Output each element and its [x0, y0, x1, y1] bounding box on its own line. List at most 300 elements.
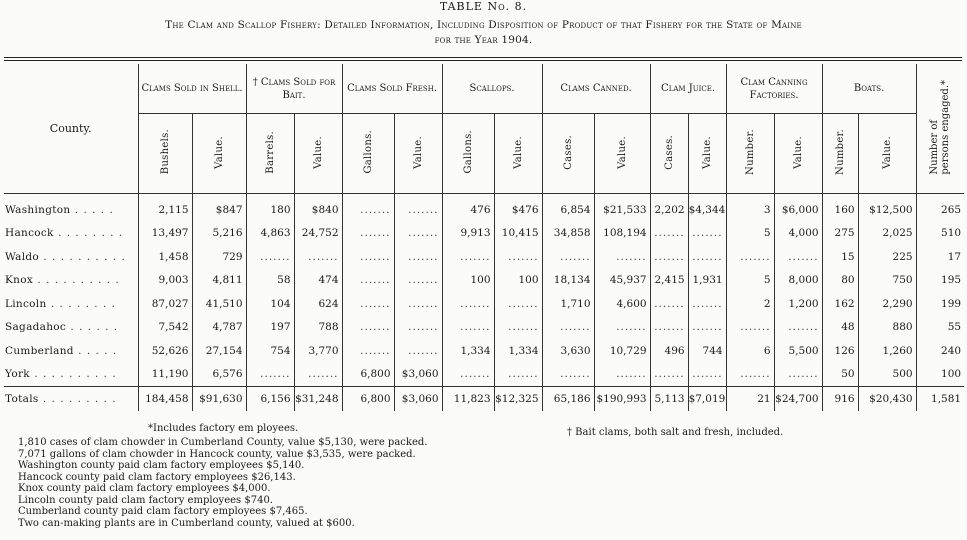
table-cell: 1,334	[442, 339, 494, 363]
subheader-label: Cases.	[663, 134, 675, 170]
group-header-scallops: Scallops.	[442, 64, 542, 114]
subheader	[594, 114, 650, 194]
empty-leader: .......	[408, 250, 439, 263]
table-cell: 11,190	[138, 363, 192, 387]
table-cell: 2	[726, 292, 774, 316]
subheader	[494, 114, 542, 194]
leader-dots: . . . . . . . . . .	[29, 368, 117, 381]
subheader-label: Gallons.	[462, 130, 474, 174]
empty-leader: .......	[788, 321, 819, 334]
table-cell	[246, 245, 294, 269]
table-cell: 34,858	[542, 222, 594, 246]
empty-leader: .......	[408, 321, 439, 334]
table-cell	[774, 363, 822, 387]
table-cell: 474	[294, 269, 342, 293]
table-cell: $21,533	[594, 194, 650, 222]
table-cell	[594, 245, 650, 269]
top-rule-2	[4, 60, 962, 61]
group-header-clam-juice: Clam Juice.	[650, 64, 726, 114]
table-cell: 1,200	[774, 292, 822, 316]
county-label: Waldo	[5, 250, 40, 263]
table-cell: $476	[494, 194, 542, 222]
empty-leader: .......	[740, 368, 771, 381]
empty-leader: .......	[360, 297, 391, 310]
table-cell: 197	[246, 316, 294, 340]
table-cell: 104	[246, 292, 294, 316]
table-cell: 48	[822, 316, 858, 340]
subheader-label: Value.	[312, 135, 324, 169]
county-name	[4, 387, 138, 412]
table-cell: 225	[858, 245, 916, 269]
empty-leader: .......	[692, 321, 723, 334]
footnote-bait: † Bait clams, both salt and fresh, included.	[567, 427, 784, 438]
empty-leader: .......	[360, 274, 391, 287]
county-name	[4, 316, 138, 340]
empty-leader: .......	[360, 321, 391, 334]
table-cell: 162	[822, 292, 858, 316]
table-cell	[774, 316, 822, 340]
table-cell	[394, 222, 442, 246]
county-name	[4, 363, 138, 387]
note-line: 7,071 gallons of clam chowder in Hancock county, value $3,535, were packed.	[18, 448, 416, 460]
table-cell: 58	[246, 269, 294, 293]
table-cell: 6,576	[192, 363, 246, 387]
table-cell	[726, 316, 774, 340]
table-cell: 729	[192, 245, 246, 269]
subheader	[542, 114, 594, 194]
table-cell: 2,202	[650, 194, 688, 222]
table-cell: 1,260	[858, 339, 916, 363]
table-cell	[394, 292, 442, 316]
empty-leader: .......	[654, 368, 685, 381]
empty-leader: .......	[654, 297, 685, 310]
table-cell: 744	[688, 339, 726, 363]
table-cell: 80	[822, 269, 858, 293]
county-label: Hancock	[5, 227, 54, 240]
table-cell	[688, 245, 726, 269]
table-cell	[688, 316, 726, 340]
table-cell	[494, 292, 542, 316]
fishery-table	[4, 64, 964, 411]
subheader-label: Gallons.	[362, 130, 374, 174]
county-name	[4, 222, 138, 246]
table-cell: 6,156	[246, 387, 294, 412]
county-label: Totals	[5, 393, 39, 405]
leader-dots: . . . . .	[73, 344, 118, 357]
table-cell: 6,854	[542, 194, 594, 222]
table-cell: 265	[916, 194, 964, 222]
empty-leader: .......	[654, 227, 685, 240]
empty-leader: .......	[560, 368, 591, 381]
empty-leader: .......	[692, 368, 723, 381]
subheader-label: Bushels.	[159, 129, 171, 175]
subheader	[394, 114, 442, 194]
table-cell: 4,811	[192, 269, 246, 293]
empty-leader: .......	[508, 368, 539, 381]
table-cell: 6	[726, 339, 774, 363]
empty-leader: .......	[460, 321, 491, 334]
table-cell	[294, 245, 342, 269]
note-line: Two can-making plants are in Cumberland county, valued at $600.	[18, 517, 355, 529]
table-cell: 3,770	[294, 339, 342, 363]
county-name	[4, 292, 138, 316]
table-cell: 6,800	[342, 387, 394, 412]
table-cell: 3	[726, 194, 774, 222]
empty-leader: .......	[408, 203, 439, 216]
table-cell: 7,542	[138, 316, 192, 340]
empty-leader: .......	[616, 368, 647, 381]
footnote-employees: *Includes factory em ployees.	[148, 423, 299, 434]
empty-leader: .......	[616, 321, 647, 334]
county-label: Knox	[5, 274, 34, 287]
table-title-line2: for the Year 1904.	[434, 34, 533, 46]
empty-leader: .......	[692, 227, 723, 240]
table-cell	[342, 316, 394, 340]
table-cell: 5,500	[774, 339, 822, 363]
table-cell: $3,060	[394, 363, 442, 387]
group-header-clams-canned: Clams Canned.	[542, 64, 650, 114]
table-cell: 1,458	[138, 245, 192, 269]
table-cell	[342, 339, 394, 363]
table-cell	[442, 292, 494, 316]
table-cell	[650, 222, 688, 246]
table-title-line1: The Clam and Scallop Fishery: Detailed Information, Including Disposition of Product of that Fishery for the State of Maine	[165, 19, 802, 31]
table-cell: $6,000	[774, 194, 822, 222]
table-cell: 9,913	[442, 222, 494, 246]
table-cell: 199	[916, 292, 964, 316]
table-cell: $847	[192, 194, 246, 222]
persons-header-line2: persons engaged.*	[940, 79, 952, 175]
group-header-canning-factories: Clam Canning Factories.	[726, 64, 822, 114]
table-cell: 1,334	[494, 339, 542, 363]
table-cell	[594, 363, 650, 387]
table-cell: 108,194	[594, 222, 650, 246]
empty-leader: .......	[788, 368, 819, 381]
table-cell: 180	[246, 194, 294, 222]
table-cell: 195	[916, 269, 964, 293]
note-line: Knox county paid clam factory employees $4,000.	[18, 483, 271, 494]
table-cell: 2,115	[138, 194, 192, 222]
note-line: Hancock county paid clam factory employees $26,143.	[18, 471, 296, 483]
subheader-label: Value.	[412, 135, 424, 169]
table-cell: $24,700	[774, 387, 822, 412]
table-cell: 3,630	[542, 339, 594, 363]
table-cell: 754	[246, 339, 294, 363]
table-cell	[774, 245, 822, 269]
subheader	[726, 114, 774, 194]
table-cell: $840	[294, 194, 342, 222]
table-cell: 5,113	[650, 387, 688, 412]
table-row	[4, 194, 964, 222]
table-cell: 4,600	[594, 292, 650, 316]
empty-leader: .......	[460, 368, 491, 381]
leader-dots: . . . . .	[70, 203, 114, 216]
empty-leader: .......	[654, 250, 685, 263]
subheader	[342, 114, 394, 194]
group-header-boats: Boats.	[822, 64, 916, 114]
table-cell	[394, 316, 442, 340]
table-row	[4, 363, 964, 387]
table-cell: 52,626	[138, 339, 192, 363]
table-body	[4, 194, 964, 412]
leader-dots: . . . . . . . . . .	[39, 250, 126, 263]
table-cell: 880	[858, 316, 916, 340]
subheader	[246, 114, 294, 194]
table-row	[4, 339, 964, 363]
county-label: Washington	[5, 203, 71, 216]
table-cell: 100	[916, 363, 964, 387]
table-cell: 2,290	[858, 292, 916, 316]
empty-leader: .......	[360, 250, 391, 263]
table-cell	[494, 316, 542, 340]
subheader	[650, 114, 688, 194]
table-cell: 10,729	[594, 339, 650, 363]
subheader	[192, 114, 246, 194]
table-title	[0, 18, 967, 48]
group-header-clams-fresh: Clams Sold Fresh.	[342, 64, 442, 114]
empty-leader: .......	[360, 227, 391, 240]
table-cell: 4,787	[192, 316, 246, 340]
table-cell	[342, 292, 394, 316]
table-cell	[726, 363, 774, 387]
county-name	[4, 269, 138, 293]
leader-dots: . . . . . .	[66, 321, 119, 334]
table-cell: 4,000	[774, 222, 822, 246]
note-line: 1,810 cases of clam chowder in Cumberland County, value $5,130, were packed.	[18, 437, 428, 448]
table-cell	[342, 194, 394, 222]
table-cell: 1,581	[916, 387, 964, 412]
empty-leader: .......	[508, 297, 539, 310]
county-label: Sagadahoc	[5, 321, 67, 334]
table-cell: 100	[494, 269, 542, 293]
table-cell: 55	[916, 316, 964, 340]
empty-leader: .......	[460, 250, 491, 263]
table-cell	[650, 316, 688, 340]
empty-leader: .......	[508, 250, 539, 263]
table-cell: 275	[822, 222, 858, 246]
subheader-label: Value.	[701, 135, 713, 169]
subheader-label: Barrels.	[264, 130, 276, 174]
empty-leader: .......	[560, 321, 591, 334]
table-row	[4, 316, 964, 340]
empty-leader: .......	[408, 344, 439, 357]
subheader	[774, 114, 822, 194]
table-cell: $20,430	[858, 387, 916, 412]
table-cell	[342, 222, 394, 246]
table-cell: 5	[726, 269, 774, 293]
table-cell: 496	[650, 339, 688, 363]
table-cell: 160	[822, 194, 858, 222]
totals-row	[4, 387, 964, 412]
table-row	[4, 245, 964, 269]
table-cell: 6,800	[342, 363, 394, 387]
county-name	[4, 339, 138, 363]
table-cell	[394, 194, 442, 222]
table-cell	[650, 245, 688, 269]
county-label: Cumberland	[5, 344, 74, 357]
table-cell: 1,710	[542, 292, 594, 316]
table-cell: 5,216	[192, 222, 246, 246]
group-header-clams-shell: Clams Sold in Shell.	[138, 64, 246, 114]
empty-leader: .......	[692, 297, 723, 310]
county-name	[4, 194, 138, 222]
table-cell: $12,500	[858, 194, 916, 222]
empty-leader: .......	[308, 368, 339, 381]
table-cell: 476	[442, 194, 494, 222]
table-cell: 50	[822, 363, 858, 387]
table-cell	[494, 245, 542, 269]
table-cell: $91,630	[192, 387, 246, 412]
empty-leader: .......	[616, 250, 647, 263]
leader-dots: . . . . . . . .	[46, 297, 116, 310]
table-cell: 2,025	[858, 222, 916, 246]
table-cell	[342, 269, 394, 293]
subheader-label: Value.	[881, 135, 893, 169]
table-cell	[542, 316, 594, 340]
table-cell	[442, 316, 494, 340]
subheader-label: Value.	[512, 135, 524, 169]
empty-leader: .......	[260, 250, 291, 263]
table-cell: $7,019	[688, 387, 726, 412]
subheader	[858, 114, 916, 194]
county-label: Lincoln	[5, 297, 47, 310]
table-cell: 510	[916, 222, 964, 246]
table-cell: 21	[726, 387, 774, 412]
empty-leader: .......	[692, 250, 723, 263]
table-cell: 17	[916, 245, 964, 269]
subheader-label: Number.	[744, 129, 756, 175]
table-cell	[688, 292, 726, 316]
table-cell: 126	[822, 339, 858, 363]
subheader-label: Number.	[834, 129, 846, 175]
persons-header-line1: Number of	[929, 119, 941, 175]
table-cell	[650, 292, 688, 316]
table-cell: 41,510	[192, 292, 246, 316]
table-cell	[394, 269, 442, 293]
top-rule-1	[4, 57, 962, 58]
table-cell	[650, 363, 688, 387]
table-cell: 24,752	[294, 222, 342, 246]
empty-leader: .......	[508, 321, 539, 334]
subheader-label: Value.	[213, 135, 225, 169]
table-cell	[442, 245, 494, 269]
empty-leader: .......	[308, 250, 339, 263]
note-line: Lincoln county paid clam factory employees $740.	[18, 494, 273, 506]
table-cell: 5	[726, 222, 774, 246]
empty-leader: .......	[360, 203, 391, 216]
table-row	[4, 269, 964, 293]
note-line: Washington county paid clam factory employees $5,140.	[18, 460, 305, 471]
table-cell	[688, 363, 726, 387]
table-cell: 45,937	[594, 269, 650, 293]
table-cell: 100	[442, 269, 494, 293]
table-cell: 87,027	[138, 292, 192, 316]
table-cell: 4,863	[246, 222, 294, 246]
subheader-label: Cases.	[562, 134, 574, 170]
empty-leader: .......	[260, 368, 291, 381]
table-row	[4, 292, 964, 316]
table-cell: 1,931	[688, 269, 726, 293]
table-cell: $31,248	[294, 387, 342, 412]
empty-leader: .......	[788, 250, 819, 263]
empty-leader: .......	[654, 321, 685, 334]
table-cell: $12,325	[494, 387, 542, 412]
empty-leader: .......	[740, 321, 771, 334]
table-cell: 18,134	[542, 269, 594, 293]
subheader-label: Value.	[792, 135, 804, 169]
table-cell: 27,154	[192, 339, 246, 363]
leader-dots: . . . . . . . . .	[38, 393, 117, 405]
subheader	[822, 114, 858, 194]
county-header: County.	[4, 64, 138, 194]
group-header-clams-bait: † Clams Sold for Bait.	[246, 64, 342, 114]
table-cell: 9,003	[138, 269, 192, 293]
empty-leader: .......	[560, 250, 591, 263]
empty-leader: .......	[740, 250, 771, 263]
subheader	[294, 114, 342, 194]
table-cell	[394, 245, 442, 269]
table-cell: 916	[822, 387, 858, 412]
table-number: TABLE No. 8.	[439, 0, 528, 13]
leader-dots: . . . . . . . . . .	[33, 274, 120, 287]
table-cell: 11,823	[442, 387, 494, 412]
table-cell: 15	[822, 245, 858, 269]
table-cell: $4,344	[688, 194, 726, 222]
notes-block	[18, 437, 578, 529]
table-cell	[394, 339, 442, 363]
note-line: Cumberland county paid clam factory employees $7,465.	[18, 506, 308, 517]
table-cell: 65,186	[542, 387, 594, 412]
leader-dots: . . . . . . . .	[53, 227, 124, 240]
county-name	[4, 245, 138, 269]
table-cell: 10,415	[494, 222, 542, 246]
empty-leader: .......	[408, 297, 439, 310]
table-cell	[594, 316, 650, 340]
table-cell	[688, 222, 726, 246]
empty-leader: .......	[360, 344, 391, 357]
subheader	[688, 114, 726, 194]
table-cell: 13,497	[138, 222, 192, 246]
table-cell: 788	[294, 316, 342, 340]
table-cell: 8,000	[774, 269, 822, 293]
empty-leader: .......	[408, 274, 439, 287]
table-cell: 184,458	[138, 387, 192, 412]
table-cell: 2,415	[650, 269, 688, 293]
table-cell	[726, 245, 774, 269]
subheader	[442, 114, 494, 194]
subheader	[138, 114, 192, 194]
table-row	[4, 222, 964, 246]
table-cell	[246, 363, 294, 387]
table-cell	[442, 363, 494, 387]
table-cell: 240	[916, 339, 964, 363]
table-cell: $190,993	[594, 387, 650, 412]
table-cell	[542, 245, 594, 269]
table-cell: $3,060	[394, 387, 442, 412]
persons-engaged-header	[916, 64, 964, 194]
county-label: York	[5, 368, 30, 381]
table-cell	[294, 363, 342, 387]
empty-leader: .......	[408, 227, 439, 240]
empty-leader: .......	[460, 297, 491, 310]
table-cell: 500	[858, 363, 916, 387]
table-cell	[494, 363, 542, 387]
table-cell	[542, 363, 594, 387]
subheader-label: Value.	[616, 135, 628, 169]
table-cell: 624	[294, 292, 342, 316]
table-cell: 750	[858, 269, 916, 293]
table-cell	[342, 245, 394, 269]
